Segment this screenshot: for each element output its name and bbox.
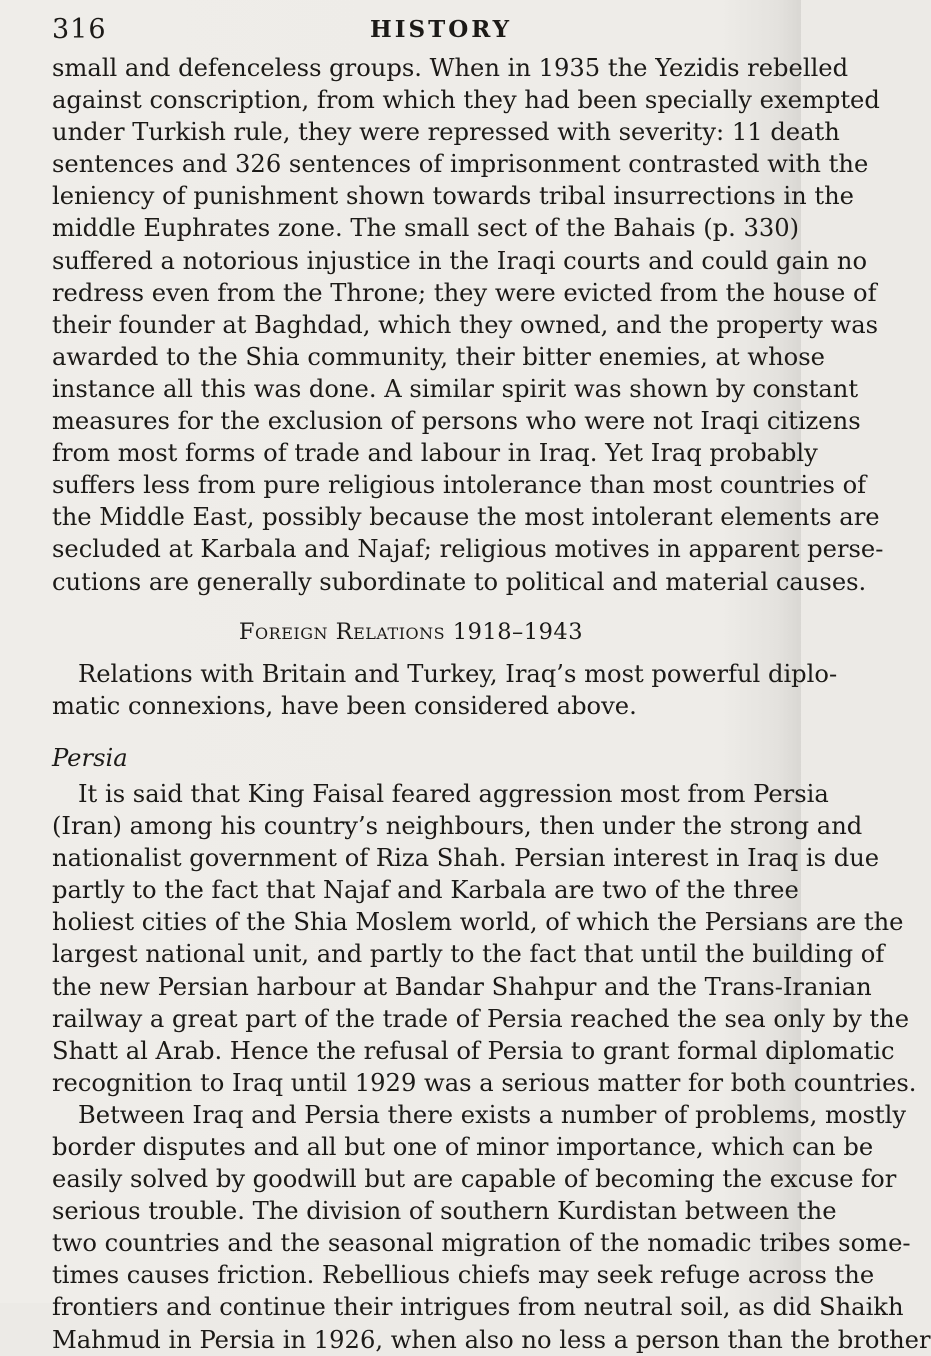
text-line: partly to the fact that Najaf and Karbala are two of the three (52, 876, 799, 905)
text-line: sentences and 326 sentences of imprisonment contrasted with the (52, 150, 869, 179)
text-line: measures for the exclusion of persons who were not Iraqi citizens (52, 407, 861, 436)
paragraph-relations (52, 658, 838, 722)
subheading-persia: Persia (52, 743, 128, 772)
paragraph-yezidis (52, 52, 884, 598)
section-heading-foreign-relations: Foreign Relations 1918–1943 (238, 618, 584, 645)
text-line: holiest cities of the Shia Moslem world, of which the Persians are the (52, 908, 904, 937)
page-number: 316 (52, 14, 107, 45)
text-line: the new Persian harbour at Bandar Shahpur and the Trans-Iranian (52, 972, 872, 1001)
text-line: against conscription, from which they had been specially exempted (52, 86, 880, 115)
body-text (52, 52, 931, 1356)
text-line: recognition to Iraq until 1929 was a serious matter for both countries. (52, 1068, 917, 1097)
paragraph-persia (52, 778, 917, 1099)
text-line: easily solved by goodwill but are capable of becoming the excuse for (52, 1165, 897, 1194)
text-line: instance all this was done. A similar spirit was shown by constant (52, 374, 859, 403)
text-line: It is said that King Faisal feared aggression most from Persia (78, 779, 829, 808)
text-line: cutions are generally subordinate to political and material causes. (52, 567, 867, 596)
text-line: secluded at Karbala and Najaf; religious motives in apparent perse- (52, 535, 884, 564)
text-line: Mahmud in Persia in 1926, when also no less a person than the brother (52, 1325, 931, 1354)
text-line: railway a great part of the trade of Persia reached the sea only by the (52, 1004, 910, 1033)
text-line: largest national unit, and partly to the fact that until the building of (52, 940, 885, 969)
text-line: Relations with Britain and Turkey, Iraq’s most powerful diplo- (78, 659, 838, 688)
text-line: the Middle East, possibly because the most intolerant elements are (52, 503, 880, 532)
text-line: serious trouble. The division of southern Kurdistan between the (52, 1197, 837, 1226)
text-line: awarded to the Shia community, their bitter enemies, at whose (52, 342, 825, 371)
text-line: Between Iraq and Persia there exists a number of problems, mostly (78, 1100, 907, 1129)
text-line: times causes friction. Rebellious chiefs may seek refuge across the (52, 1261, 875, 1290)
text-line: leniency of punishment shown towards tribal insurrections in the (52, 182, 854, 211)
text-line: border disputes and all but one of minor importance, which can be (52, 1133, 874, 1161)
text-line: matic connexions, have been considered above. (52, 691, 637, 720)
text-line: small and defenceless groups. When in 1935 the Yezidis rebelled (52, 54, 849, 82)
text-line: suffered a notorious injustice in the Iraqi courts and could gain no (52, 246, 868, 275)
text-line: Shatt al Arab. Hence the refusal of Persia to grant formal diplomatic (52, 1036, 895, 1065)
text-line: (Iran) among his country’s neighbours, then under the strong and (52, 812, 863, 841)
text-line: from most forms of trade and labour in Iraq. Yet Iraq probably (52, 439, 818, 468)
text-line: their founder at Baghdad, which they owned, and the property was (52, 310, 879, 339)
text-line: two countries and the seasonal migration of the nomadic tribes some- (52, 1229, 911, 1258)
text-line: nationalist government of Riza Shah. Persian interest in Iraq is due (52, 844, 880, 873)
running-head (52, 14, 752, 54)
running-head-title: HISTORY (370, 16, 513, 43)
text-line: middle Euphrates zone. The small sect of the Bahais (p. 330) (52, 214, 800, 243)
text-line: redress even from the Throne; they were evicted from the house of (52, 278, 877, 307)
text-line: frontiers and continue their intrigues from neutral soil, as did Shaikh (52, 1293, 904, 1322)
text-line: suffers less from pure religious intolerance than most countries of (52, 471, 867, 500)
text-line: under Turkish rule, they were repressed with severity: 11 death (52, 118, 840, 147)
paragraph-border-problems (52, 1099, 931, 1356)
